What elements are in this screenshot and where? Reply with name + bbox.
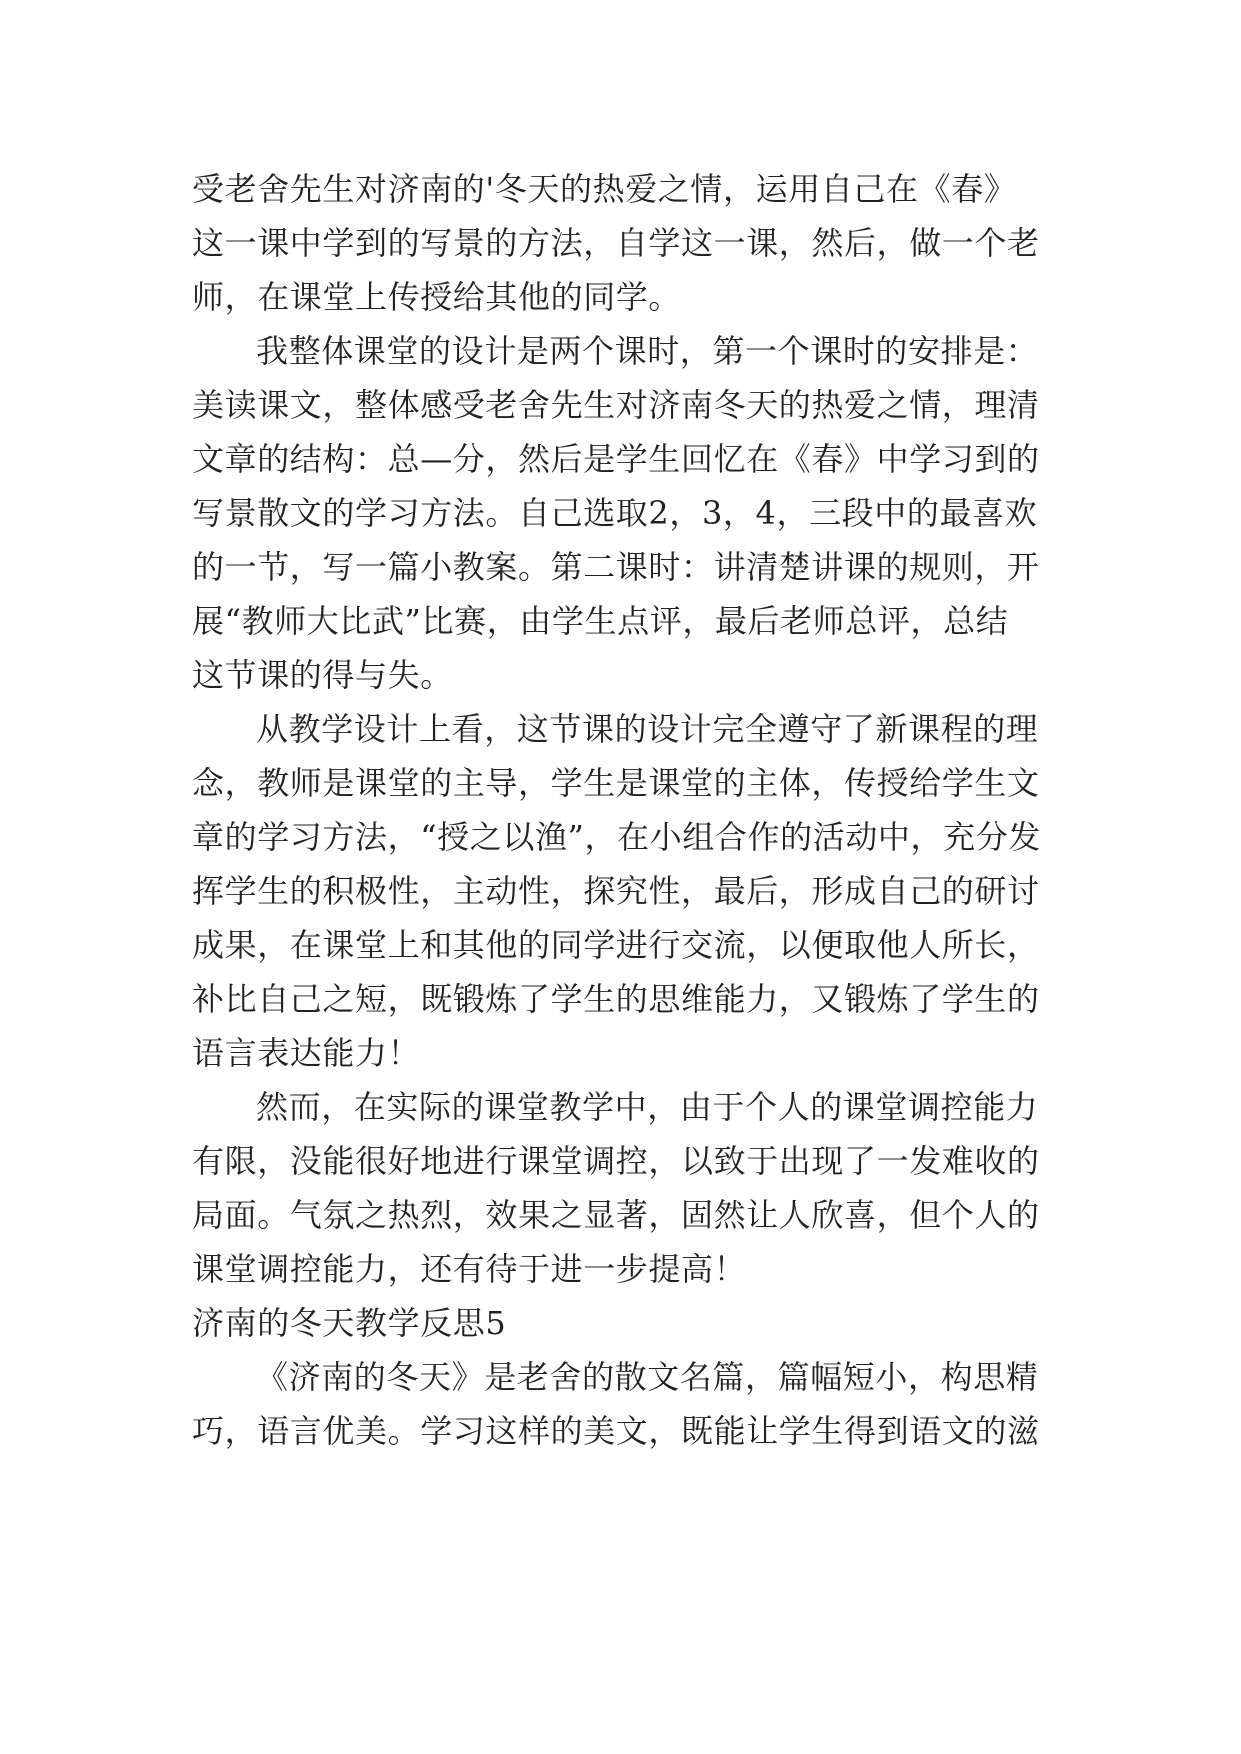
paragraph-line: 课堂调控能力，还有待于进一步提高！ xyxy=(192,1250,747,1288)
paragraph-line: 局面。气氛之热烈，效果之显著，固然让人欣喜，但个人的 xyxy=(192,1196,1040,1234)
paragraph-line: 师，在课堂上传授给其他的同学。 xyxy=(192,278,682,316)
paragraph-line: 然而，在实际的课堂教学中，由于个人的课堂调控能力 xyxy=(256,1088,1039,1126)
paragraph-line: 美读课文，整体感受老舍先生对济南冬天的热爱之情，理清 xyxy=(192,386,1040,424)
paragraph-line: 文章的结构：总—分，然后是学生回忆在《春》中学习到的 xyxy=(192,440,1040,478)
paragraph-line: 补比自己之短，既锻炼了学生的思维能力，又锻炼了学生的 xyxy=(192,980,1040,1018)
paragraph-line: 有限，没能很好地进行课堂调控，以致于出现了一发难收的 xyxy=(192,1142,1040,1180)
paragraph-line: 受老舍先生对济南的'冬天的热爱之情，运用自己在《春》 xyxy=(192,170,1017,208)
paragraph-line: 这一课中学到的写景的方法，自学这一课，然后，做一个老 xyxy=(192,224,1040,262)
paragraph-line: 这节课的得与失。 xyxy=(192,656,453,694)
paragraph-line: 念，教师是课堂的主导，学生是课堂的主体，传授给学生文 xyxy=(192,764,1040,802)
paragraph xyxy=(192,1080,1062,1296)
paragraph-line: 挥学生的积极性，主动性，探究性，最后，形成自己的研讨 xyxy=(192,872,1040,910)
paragraph xyxy=(192,702,1062,1080)
paragraph-line: 的一节，写一篇小教案。第二课时：讲清楚讲课的规则，开 xyxy=(192,548,1040,586)
paragraph-line: 展“教师大比武”比赛，由学生点评，最后老师总评，总结 xyxy=(192,602,1009,640)
paragraph xyxy=(192,324,1062,702)
paragraph-line: 我整体课堂的设计是两个课时，第一个课时的安排是： xyxy=(256,332,1039,370)
section-heading xyxy=(192,1296,1062,1350)
document-body xyxy=(192,162,1062,1458)
paragraph-line: 巧，语言优美。学习这样的美文，既能让学生得到语文的滋 xyxy=(192,1412,1040,1450)
paragraph-line: 《济南的冬天》是老舍的散文名篇，篇幅短小，构思精 xyxy=(256,1358,1039,1396)
paragraph-line: 章的学习方法，“授之以渔”，在小组合作的活动中，充分发 xyxy=(192,818,1041,856)
paragraph-line: 从教学设计上看，这节课的设计完全遵守了新课程的理 xyxy=(256,710,1039,748)
paragraph xyxy=(192,1350,1062,1458)
paragraph xyxy=(192,162,1062,324)
paragraph-line: 写景散文的学习方法。自己选取2，3，4，三段中的最喜欢 xyxy=(192,494,1038,532)
paragraph-line: 成果，在课堂上和其他的同学进行交流，以便取他人所长， xyxy=(192,926,1040,964)
paragraph-line: 语言表达能力！ xyxy=(192,1034,421,1072)
heading-text: 济南的冬天教学反思5 xyxy=(192,1304,507,1342)
